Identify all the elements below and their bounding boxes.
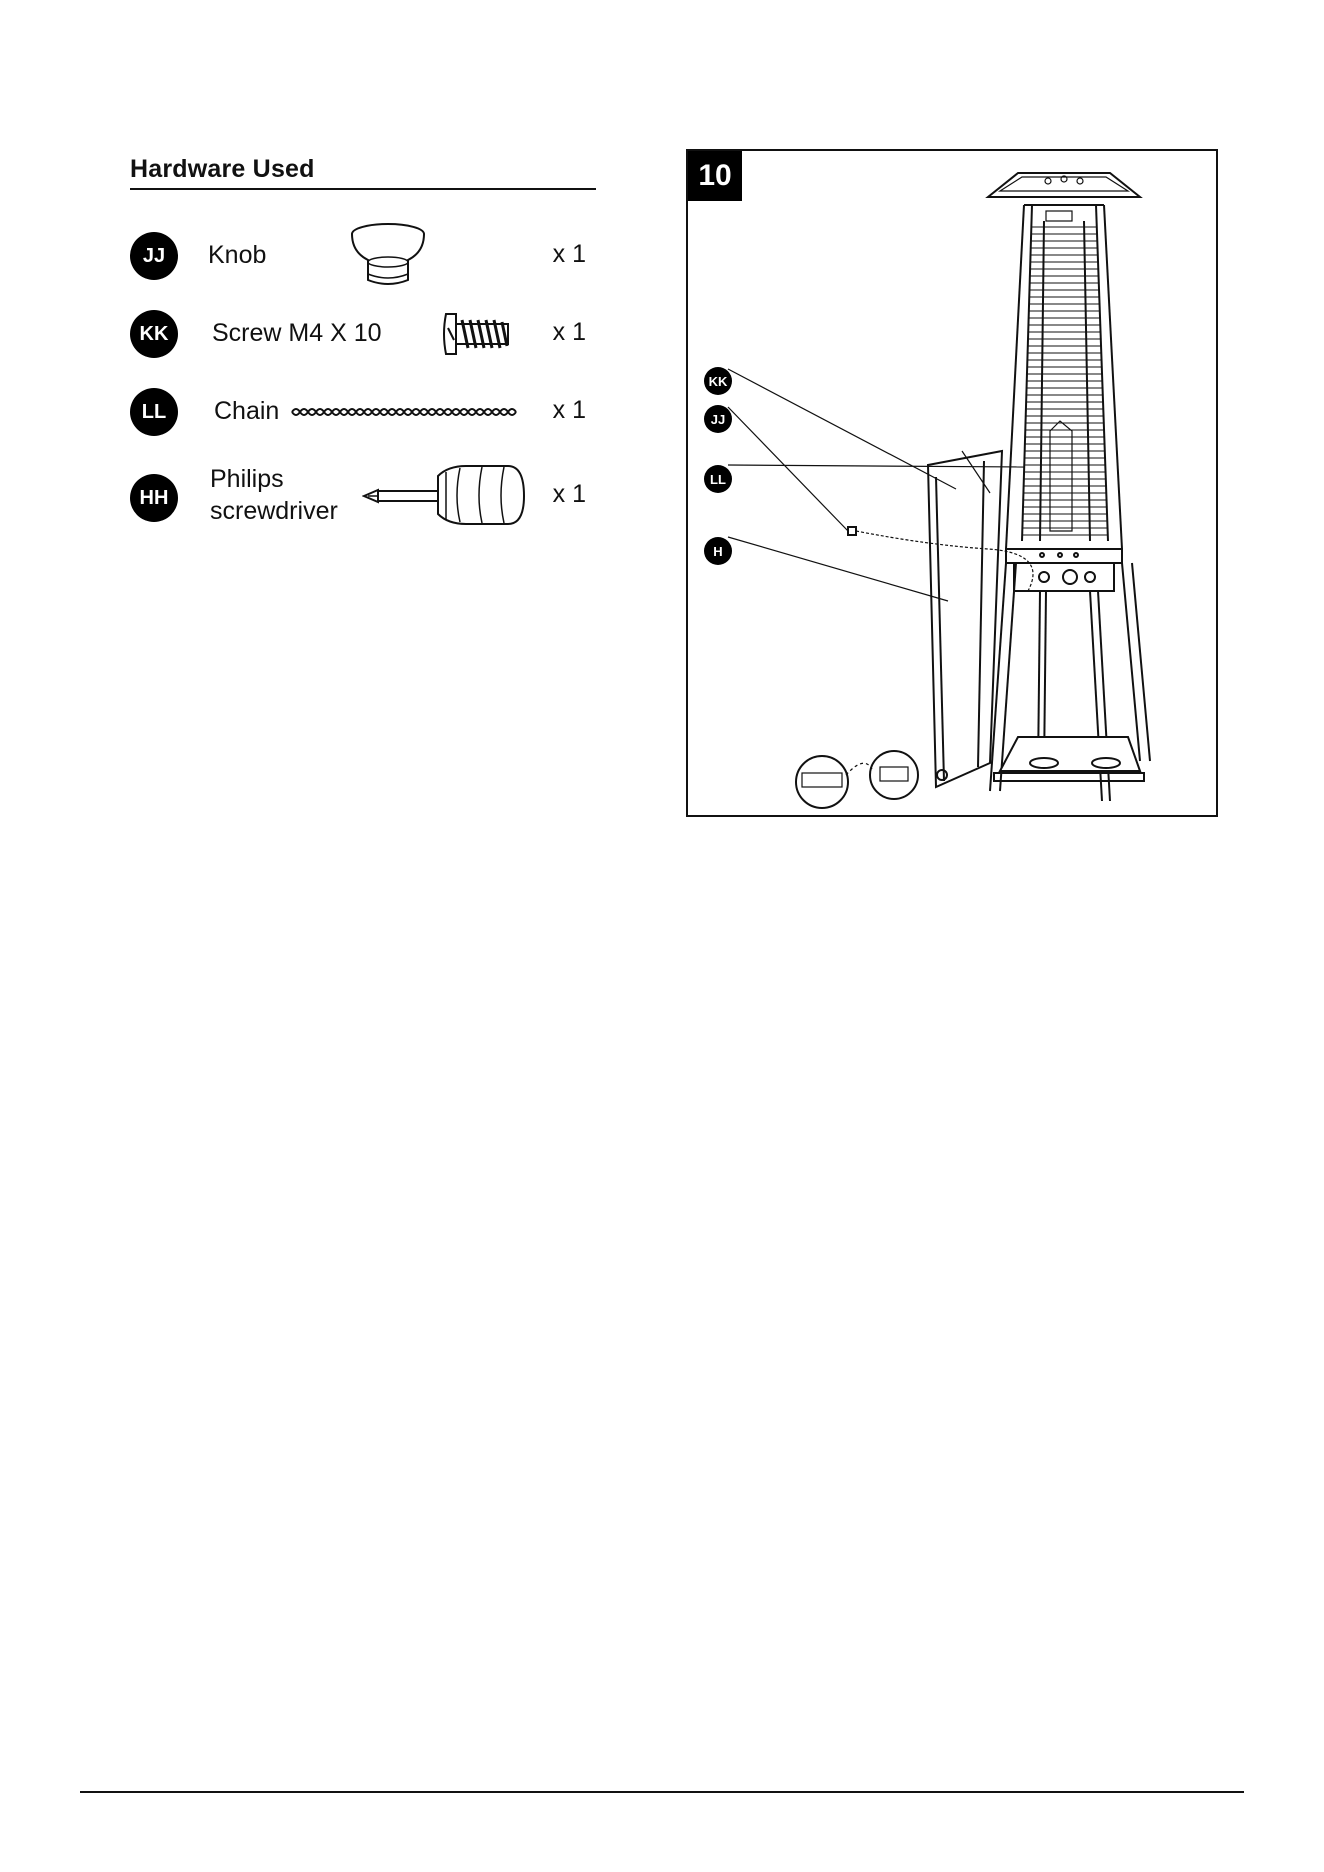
screwdriver-icon bbox=[362, 462, 528, 528]
part-name-knob: Knob bbox=[208, 241, 267, 269]
part-qty-chain: x 1 bbox=[552, 396, 586, 424]
patio-heater-illustration bbox=[688, 151, 1216, 815]
part-name-chain: Chain bbox=[214, 397, 280, 425]
part-qty-knob: x 1 bbox=[552, 240, 586, 268]
part-badge-ll: LL bbox=[130, 388, 178, 436]
hardware-item-chain bbox=[130, 384, 596, 444]
part-name-screwdriver-line2: screwdriver bbox=[210, 497, 338, 525]
hardware-item-knob bbox=[130, 226, 596, 286]
callout-kk: KK bbox=[704, 367, 732, 395]
callout-h: H bbox=[704, 537, 732, 565]
callout-ll: LL bbox=[704, 465, 732, 493]
part-name-screwdriver-line1: Philips bbox=[210, 465, 284, 493]
part-badge-jj: JJ bbox=[130, 232, 178, 280]
part-name-screw: Screw M4 X 10 bbox=[212, 319, 382, 347]
hardware-item-screwdriver bbox=[130, 462, 596, 534]
callout-jj: JJ bbox=[704, 405, 732, 433]
hardware-section bbox=[130, 155, 596, 190]
screw-icon bbox=[442, 308, 514, 360]
part-qty-screw: x 1 bbox=[552, 318, 586, 346]
knob-icon bbox=[348, 222, 428, 292]
chain-icon bbox=[290, 404, 520, 420]
part-badge-hh: HH bbox=[130, 474, 178, 522]
part-qty-screwdriver: x 1 bbox=[552, 480, 586, 508]
hardware-title: Hardware Used bbox=[130, 155, 596, 190]
footer-rule bbox=[80, 1791, 1244, 1793]
step-number: 10 bbox=[688, 151, 742, 201]
part-badge-kk: KK bbox=[130, 310, 178, 358]
step-panel bbox=[686, 149, 1218, 817]
hardware-item-screw bbox=[130, 306, 596, 366]
